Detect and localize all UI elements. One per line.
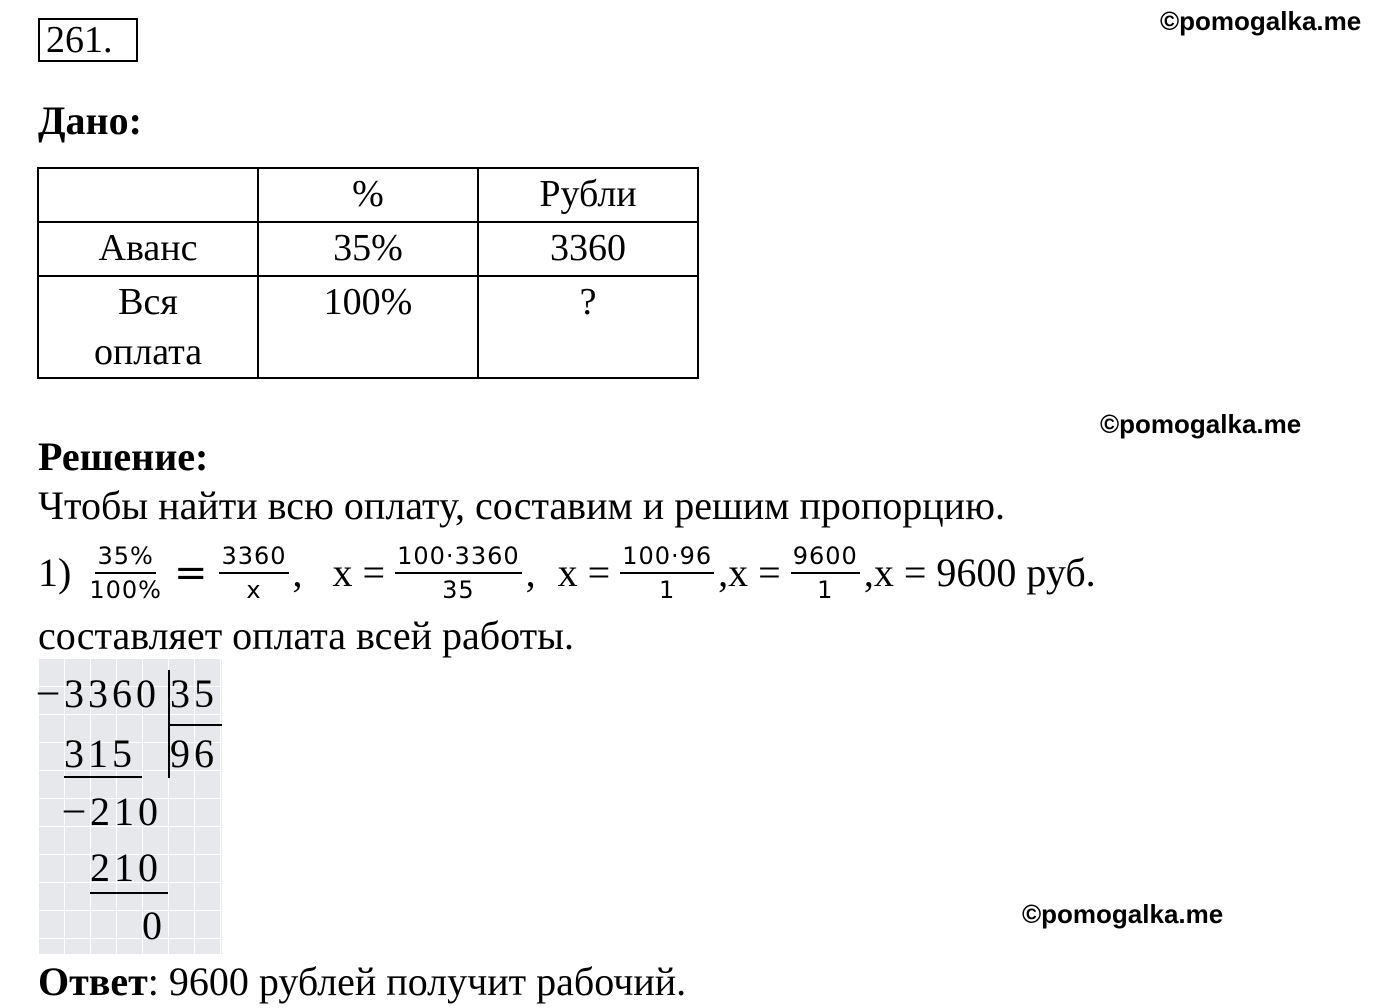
long-division (38, 658, 222, 954)
variable-x: x = (728, 550, 781, 595)
divisor: 35 (170, 671, 218, 716)
minus-sign: – (38, 667, 62, 712)
subtrahend-1: 315 (64, 731, 136, 776)
underline-1 (64, 776, 142, 778)
divisor-underline (168, 724, 222, 726)
table-cell: Вся оплата (38, 276, 258, 378)
fraction-numerator: 3360 (219, 540, 288, 574)
watermark-bottom: ©pomogalka.me (1022, 899, 1224, 929)
dividend: 3360 (64, 671, 160, 716)
fraction-numerator: 35% (95, 540, 155, 574)
table-cell: Аванс (38, 222, 258, 276)
subtrahend-2: 210 (90, 845, 162, 890)
final-remainder: 0 (142, 903, 166, 948)
minus-sign: – (64, 785, 88, 830)
table-cell: 35% (258, 222, 478, 276)
fraction-numerator: 9600 (791, 540, 860, 574)
watermark-middle: ©pomogalka.me (1100, 409, 1302, 439)
given-table (37, 167, 699, 379)
fraction (620, 540, 714, 606)
table-header-cell: % (258, 168, 478, 222)
fraction-denominator: 1 (659, 575, 676, 604)
fraction-denominator: 35 (442, 575, 475, 604)
table-cell: ? (478, 276, 698, 378)
step-number: 1) (38, 550, 72, 595)
table-header-cell: Рубли (478, 168, 698, 222)
table-cell: 3360 (478, 222, 698, 276)
fraction-numerator: 100·96 (620, 540, 714, 574)
remainder-1: 210 (90, 789, 162, 834)
table-header-cell (38, 168, 258, 222)
fraction-denominator: 100% (89, 575, 162, 604)
conclusion-text: составляет оплата всей работы. (38, 613, 574, 658)
fraction (219, 540, 288, 606)
answer-line (38, 958, 686, 1005)
proportion-equation: 1) $\frac{35\%}{100\%}$ = $\frac{3360}{x}$ , x = $\frac{100\cdot 3360}{35}$ , x = $\frac{100\cdot 96}{1}$ , x = $\frac{9600}{1}$ , x = 9600 руб. (38, 541, 1096, 604)
equals-sign: = (173, 549, 208, 596)
quotient: 96 (170, 731, 218, 776)
variable-x: x = (557, 550, 611, 595)
fraction (89, 540, 162, 606)
answer-label: Ответ (38, 959, 148, 1004)
watermark-top: ©pomogalka.me (1160, 6, 1362, 36)
fraction-denominator: 1 (817, 575, 834, 604)
table-row (38, 276, 698, 378)
solution-text: Чтобы найти всю оплату, составим и решим пропорцию. (38, 483, 1005, 528)
table-row (38, 222, 698, 276)
fraction-denominator: x (246, 575, 262, 604)
given-heading: Дано: (38, 98, 142, 143)
task-number: 261. (38, 18, 138, 62)
solution-heading: Решение: (38, 434, 209, 479)
fraction (395, 540, 522, 606)
fraction (791, 540, 860, 606)
answer-text: : 9600 рублей получит рабочий. (147, 959, 687, 1004)
underline-2 (90, 892, 168, 894)
table-cell: 100% (258, 276, 478, 378)
equation-result: x = 9600 руб. (873, 550, 1096, 595)
fraction-numerator: 100·3360 (395, 540, 522, 574)
table-header-row (38, 168, 698, 222)
variable-x: x = (332, 550, 386, 595)
